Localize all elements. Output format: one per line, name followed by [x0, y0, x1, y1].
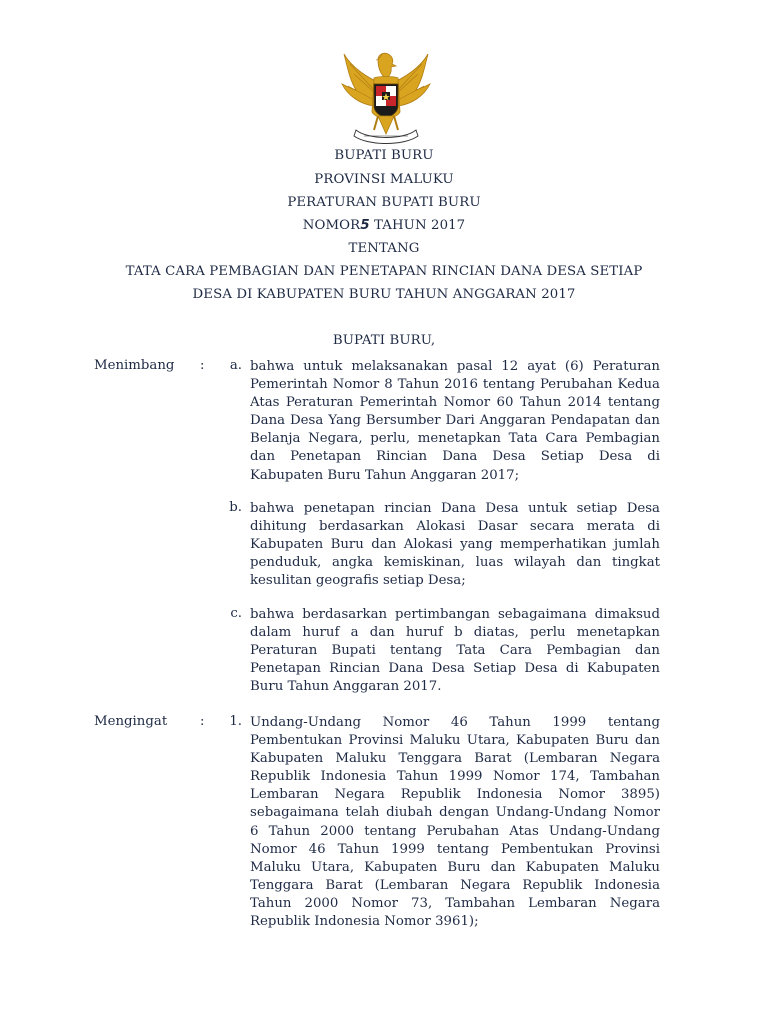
header-nomor — [0, 218, 768, 233]
garuda-pancasila-icon — [338, 50, 434, 150]
mengingat-marker-1: 1. — [229, 714, 242, 729]
header-bupati-buru: BUPATI BURU — [334, 148, 434, 163]
menimbang-marker-a: a. — [229, 358, 242, 373]
title-line-2: DESA DI KABUPATEN BURU TAHUN ANGGARAN 2017 — [192, 287, 576, 302]
menimbang-label: Menimbang — [94, 358, 175, 373]
mengingat-item-1: Undang-Undang Nomor 46 Tahun 1999 tentang Pembentukan Provinsi Maluku Utara, Kabupaten Buru dan Kabupaten Maluku Tenggara Barat (Lembaran Negara Republik Indonesia Tahun 1999 Nomor 174, Tambahan Lembaran Negara Republik Indonesia Nomor 3895) sebagaimana telah diubah dengan Undang-Undang Nomor 6 Tahun 2000 tentang Perubahan Atas Undang-Undang Nomor 46 Tahun 1999 tentang Pembentukan Provinsi Maluku Utara, Kabupaten Buru dan Kabupaten Maluku Tenggara Barat (Lembaran Negara Republik Indonesia Tahun 2000 Nomor 73, Tambahan Lembaran Negara Republik Indonesia Nomor 3961); — [250, 715, 660, 930]
header-peraturan: PERATURAN BUPATI BURU — [287, 195, 481, 210]
nomor-prefix: NOMOR — [302, 218, 361, 233]
menimbang-colon: : — [200, 358, 205, 373]
menimbang-marker-c: c. — [230, 606, 242, 621]
mengingat-colon: : — [200, 714, 205, 729]
title-line-1: TATA CARA PEMBAGIAN DAN PENETAPAN RINCIAN DANA DESA SETIAP — [125, 264, 643, 279]
nomor-suffix: TAHUN 2017 — [369, 218, 466, 233]
menimbang-item-c: bahwa berdasarkan pertimbangan sebagaimana dimaksud dalam huruf a dan huruf b diatas, perlu menetapkan Peraturan Bupati tentang Tata Cara Pembagian dan Penetapan Rincian Dana Desa Setiap Desa di Kabupaten Buru Tahun Anggaran 2017. — [250, 607, 660, 695]
nomor-handwritten: 5 — [360, 218, 370, 233]
menimbang-item-a: bahwa untuk melaksanakan pasal 12 ayat (6) Peraturan Pemerintah Nomor 8 Tahun 2016 tentang Perubahan Kedua Atas Peraturan Pemerintah Nomor 60 Tahun 2014 tentang Dana Desa Yang Bersumber Dari Anggaran Pendapatan dan Belanja Negara, perlu, menetapkan Tata Cara Pembagian dan Penetapan Rincian Dana Desa Setiap Desa di Kabupaten Buru Tahun Anggaran 2017; — [250, 359, 660, 483]
mengingat-label: Mengingat — [94, 714, 168, 729]
menimbang-item-b: bahwa penetapan rincian Dana Desa untuk setiap Desa dihitung berdasarkan Alokasi Dasar secara merata di Kabupaten Buru dan Alokasi yang memperhatikan jumlah penduduk, angka kemiskinan, luas wilayah dan tingkat kesulitan geografis setiap Desa; — [250, 501, 660, 589]
bupati-buru-heading: BUPATI BURU, — [332, 333, 436, 348]
header-provinsi: PROVINSI MALUKU — [314, 172, 454, 187]
menimbang-marker-b: b. — [229, 500, 242, 515]
header-tentang: TENTANG — [348, 241, 420, 256]
